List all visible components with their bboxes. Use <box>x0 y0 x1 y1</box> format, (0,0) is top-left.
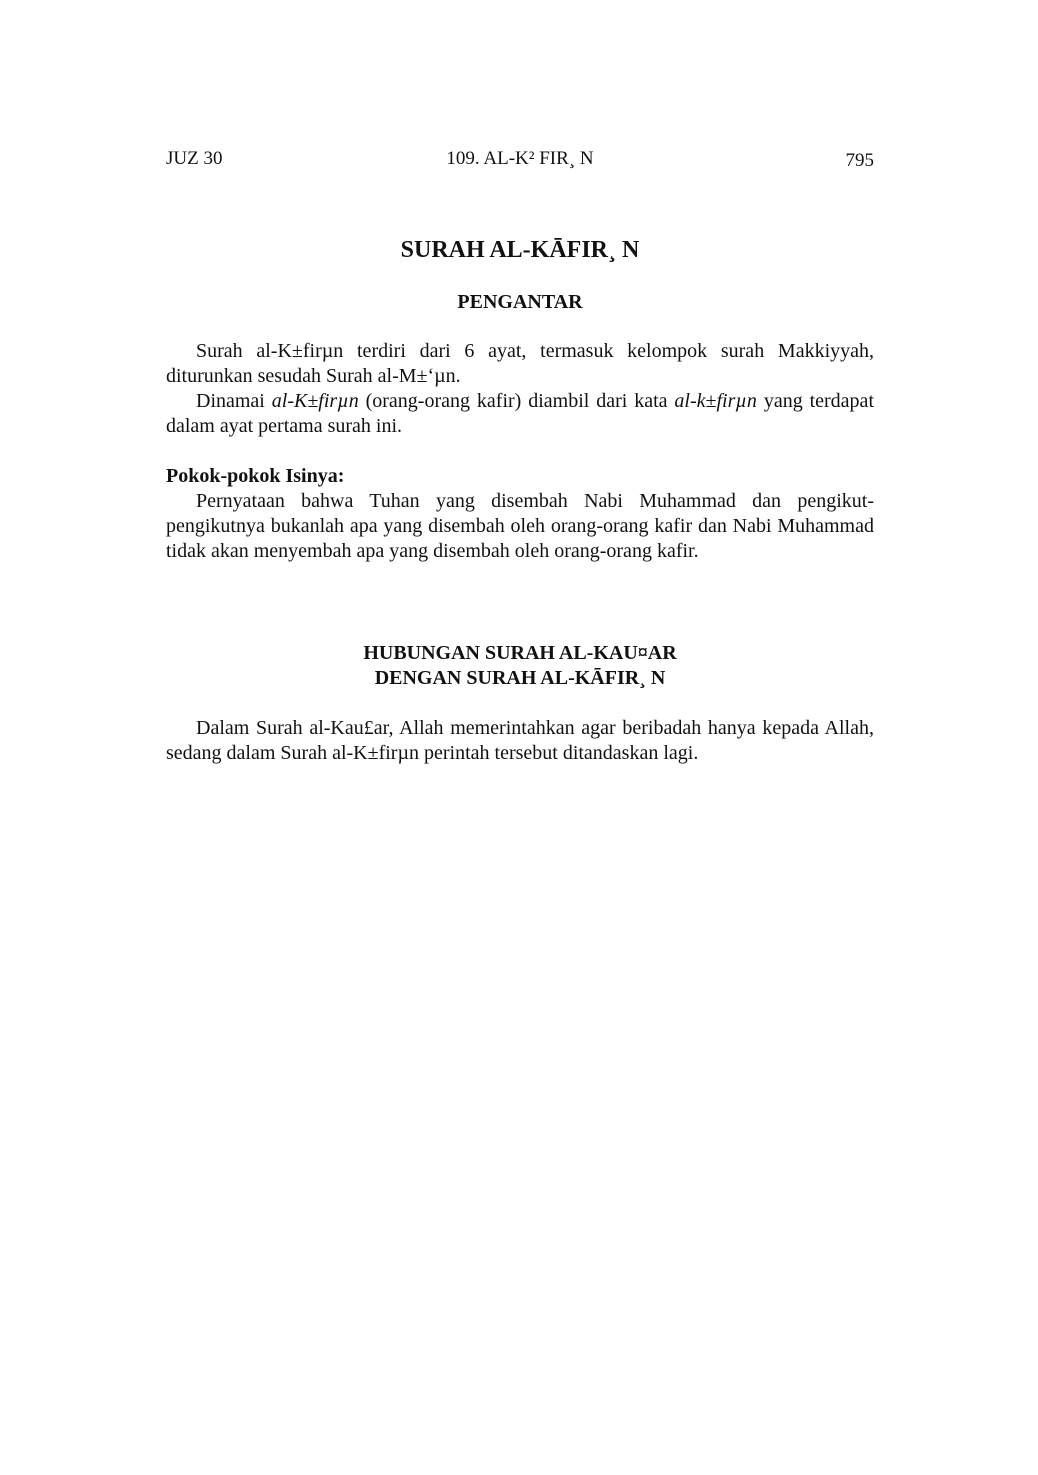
page-content <box>166 234 874 766</box>
hubungan-heading-line-1: HUBUNGAN SURAH AL-KAU¤AR <box>363 642 677 664</box>
pengantar-paragraph-2 <box>166 389 874 439</box>
surah-reference: 109. AL-K² FIR¸ N <box>446 148 594 169</box>
running-header <box>166 146 874 172</box>
hubungan-heading-line-2: DENGAN SURAH AL-KĀFIR¸ N <box>374 667 666 689</box>
pokok-heading: Pokok-pokok Isinya: <box>166 465 345 487</box>
hubungan-paragraph: Dalam Surah al-Kau£ar, Allah memerintahkan agar beribadah hanya kepada Allah, sedang dalam Surah al-K±firµn perintah tersebut ditandaskan lagi. <box>166 717 874 764</box>
juz-label: JUZ 30 <box>166 148 223 169</box>
p2-italic-1: al-K±firµn <box>271 390 359 412</box>
p2-text-2: (orang-orang kafir) diambil dari kata <box>358 390 675 412</box>
p2-text-3: yang terdapat dalam ayat pertama surah ini. <box>166 390 874 437</box>
p2-italic-2: al-k±firµn <box>674 390 757 412</box>
page-number: 795 <box>845 150 874 171</box>
pengantar-heading: PENGANTAR <box>457 291 583 313</box>
pokok-paragraph: Pernyataan bahwa Tuhan yang disembah Nabi Muhammad dan pengikut-pengikutnya bukanlah apa yang disembah oleh orang-orang kafir dan Nabi Muhammad tidak akan menyembah apa yang disembah oleh orang-orang kafir. <box>166 490 874 562</box>
p2-text-1: Dinamai <box>196 390 272 412</box>
surah-title: SURAH AL-KĀFIR¸ N <box>400 237 640 263</box>
pengantar-paragraph-1: Surah al-K±firµn terdiri dari 6 ayat, termasuk kelompok surah Makkiyyah, diturunkan sesudah Surah al-M±‘µn. <box>166 340 874 387</box>
